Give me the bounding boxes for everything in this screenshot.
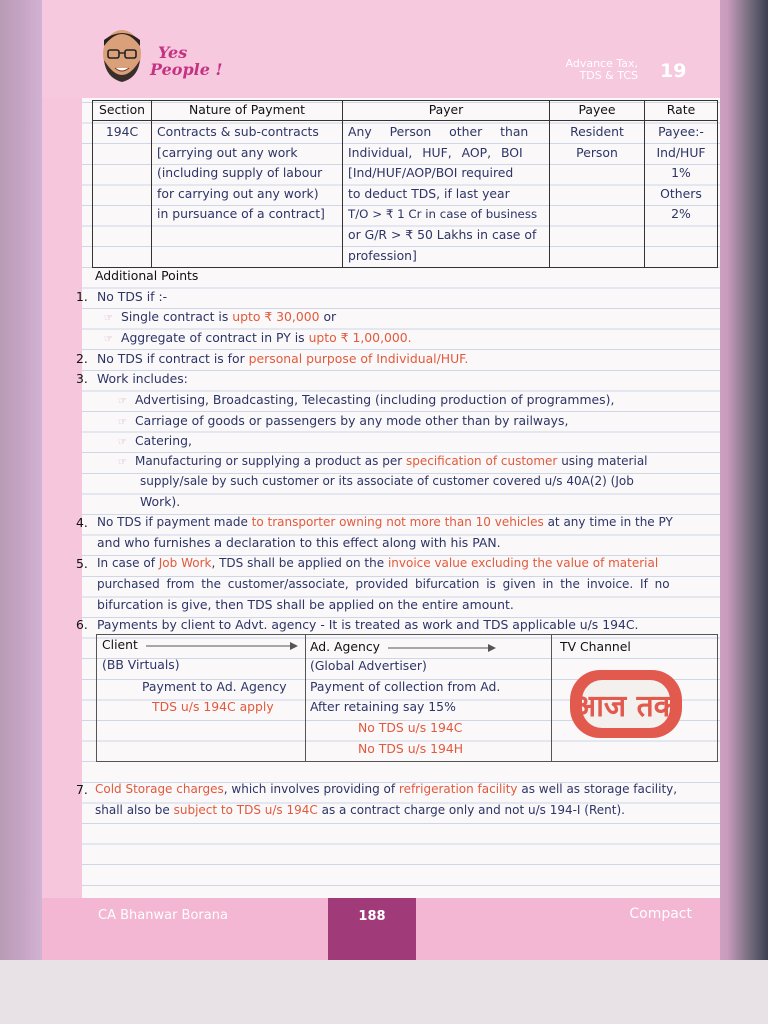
point-3-bullet-line: Work). xyxy=(140,494,181,509)
point-1-sub-1 xyxy=(104,309,336,324)
author-avatar-icon xyxy=(98,26,146,86)
book-spine xyxy=(0,0,42,960)
nature-line: Contracts & sub-contracts xyxy=(157,124,319,139)
text: , which involves providing of xyxy=(223,782,399,796)
client-name: (BB Virtuals) xyxy=(102,657,180,672)
pointing-hand-icon: ☞ xyxy=(104,313,113,324)
highlight-text: personal purpose of Individual/HUF. xyxy=(248,351,469,366)
point-1-sub-2 xyxy=(104,330,412,345)
header-payee: Payee xyxy=(550,101,645,121)
text: Aggregate of contract in PY is xyxy=(120,330,309,345)
point-1-text: No TDS if :- xyxy=(97,289,168,304)
payer-line: Any Person other than xyxy=(348,124,529,139)
payer-line: T/O > ₹ 1 Cr in case of business xyxy=(348,207,538,222)
point-number: 6. xyxy=(76,617,88,632)
chapter-title-line-1: Advance Tax, xyxy=(565,57,638,70)
agency-line: Payment of collection from Ad. xyxy=(310,679,501,694)
chapter-number: 19 xyxy=(660,60,687,82)
nature-line: for carrying out any work) xyxy=(157,185,319,201)
pointing-hand-icon: ☞ xyxy=(118,396,127,407)
text: as a contract charge only and not u/s 194-I (Rent). xyxy=(317,803,625,817)
table-row xyxy=(93,121,718,268)
header-rate: Rate xyxy=(645,101,718,121)
payee-line: Resident xyxy=(570,124,624,139)
text: at any time in the PY xyxy=(543,515,673,529)
header-nature: Nature of Payment xyxy=(152,101,343,121)
pointing-hand-icon: ☞ xyxy=(118,417,127,428)
client-column xyxy=(97,635,306,761)
tv-channel-logo xyxy=(562,664,688,742)
agency-title: Ad. Agency xyxy=(310,639,380,654)
cell-payee xyxy=(550,121,645,268)
header-section: Section xyxy=(93,101,152,121)
header-payer: Payer xyxy=(343,101,550,121)
tv-channel-title: TV Channel xyxy=(560,639,631,654)
point-4-text xyxy=(97,515,673,529)
footer-edition: Compact xyxy=(629,906,692,922)
highlight-text: refrigeration facility xyxy=(398,782,518,796)
highlight-text: upto ₹ 1,00,000. xyxy=(308,330,412,345)
client-payment: Payment to Ad. Agency xyxy=(142,679,287,694)
brand-line-2: People ! xyxy=(150,60,223,79)
chapter-title xyxy=(566,58,639,82)
text: In case of xyxy=(97,556,159,570)
text: Catering, xyxy=(134,433,192,448)
point-number: 1. xyxy=(76,289,88,304)
point-number: 2. xyxy=(76,351,88,366)
text: Manufacturing or supplying a product as per xyxy=(134,454,406,468)
highlight-text: Job Work xyxy=(158,556,212,570)
brand-line-1: Yes xyxy=(158,43,188,62)
rate-line: Others xyxy=(660,185,702,201)
logo-text: आज तक xyxy=(573,689,677,724)
payer-line: to deduct TDS, if last year xyxy=(348,185,510,201)
point-4-line: and who furnishes a declaration to this effect along with his PAN. xyxy=(97,535,501,550)
point-number: 4. xyxy=(76,515,88,530)
text: Carriage of goods or passengers by any mode other than by railways, xyxy=(134,413,569,428)
point-5-line: purchased from the customer/associate, provided bifurcation is given in the invoice. If no xyxy=(97,577,670,591)
page-number: 188 xyxy=(328,898,416,960)
point-number: 5. xyxy=(76,556,88,571)
point-5-text xyxy=(97,556,658,570)
point-3-bullet xyxy=(118,392,614,407)
agency-tds: No TDS u/s 194H xyxy=(358,741,464,756)
agency-line: After retaining say 15% xyxy=(310,699,456,714)
agency-name: (Global Advertiser) xyxy=(310,658,427,673)
brand-logo-text xyxy=(150,44,223,78)
highlight-text: to transporter owning not more than 10 vehicles xyxy=(251,515,544,529)
point-7-line xyxy=(95,803,625,817)
point-5-line: bifurcation is give, then TDS shall be applied on the entire amount. xyxy=(97,597,514,612)
arrow-right-icon xyxy=(388,642,496,654)
highlight-text: subject to TDS u/s 194C xyxy=(173,803,318,817)
highlight-text: specification of customer xyxy=(405,454,558,468)
highlight-text: invoice value excluding the value of material xyxy=(387,556,659,570)
text: using material xyxy=(557,454,648,468)
point-2-text xyxy=(97,351,468,366)
pointing-hand-icon: ☞ xyxy=(118,437,127,448)
point-number: 3. xyxy=(76,371,88,386)
footer-author: CA Bhanwar Borana xyxy=(98,908,228,923)
cell-rate xyxy=(645,121,718,268)
highlight-text: upto ₹ 30,000 xyxy=(232,309,320,324)
page-footer xyxy=(42,898,720,960)
cell-nature xyxy=(152,121,343,268)
point-3-bullet-line: supply/sale by such customer or its associate of customer covered u/s 40A(2) (Job xyxy=(140,474,634,488)
text: Single contract is xyxy=(120,309,233,324)
highlight-text: Cold Storage charges xyxy=(95,782,224,796)
cell-payer xyxy=(343,121,550,268)
point-6-text: Payments by client to Advt. agency - It is treated as work and TDS applicable u/s 194C. xyxy=(97,617,639,632)
point-3-text: Work includes: xyxy=(97,371,188,386)
text: shall also be xyxy=(95,803,174,817)
point-3-bullet xyxy=(118,433,192,448)
agency-tds: No TDS u/s 194C xyxy=(358,720,463,735)
payer-line: Individual, HUF, AOP, BOI xyxy=(348,144,523,160)
pointing-hand-icon: ☞ xyxy=(118,457,127,468)
client-tds: TDS u/s 194C apply xyxy=(152,699,274,714)
point-7-text xyxy=(95,782,677,796)
pointing-hand-icon: ☞ xyxy=(104,334,113,345)
text: or xyxy=(319,309,337,324)
text: , TDS shall be applied on the xyxy=(211,556,388,570)
additional-points-title: Additional Points xyxy=(95,268,199,283)
text: No TDS if contract is for xyxy=(97,351,249,366)
rate-line: 2% xyxy=(671,206,691,222)
rate-line: Ind/HUF xyxy=(656,144,706,160)
payer-line: or G/R > ₹ 50 Lakhs in case of xyxy=(348,226,537,242)
cell-section: 194C xyxy=(93,121,152,268)
nature-line: (including supply of labour xyxy=(157,165,323,181)
text: as well as storage facility, xyxy=(517,782,678,796)
payee-line: Person xyxy=(576,144,618,160)
text: Advertising, Broadcasting, Telecasting (including production of programmes), xyxy=(134,392,615,407)
chapter-title-line-2: TDS & TCS xyxy=(579,69,638,82)
nature-line: [carrying out any work xyxy=(157,144,298,160)
point-3-bullet xyxy=(118,454,648,468)
table-header-row xyxy=(93,101,718,121)
rate-line: 1% xyxy=(671,165,691,181)
client-title: Client xyxy=(102,637,138,652)
payer-line: profession] xyxy=(348,247,417,263)
arrow-right-icon xyxy=(146,640,298,652)
rate-line: Payee:- xyxy=(658,124,704,139)
text: No TDS if payment made xyxy=(97,515,252,529)
tds-section-table xyxy=(92,100,718,268)
payer-line: [Ind/HUF/AOP/BOI required xyxy=(348,165,514,181)
point-number: 7. xyxy=(76,782,88,797)
nature-line: in pursuance of a contract] xyxy=(157,206,325,222)
page-margin-bar xyxy=(42,0,82,960)
point-3-bullet xyxy=(118,413,568,428)
